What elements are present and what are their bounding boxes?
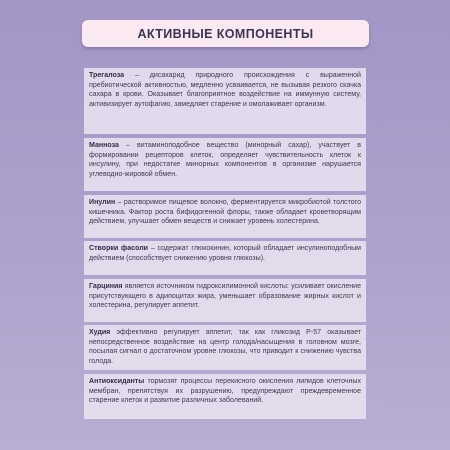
component-card-mannose (84, 138, 366, 191)
page-title: АКТИВНЫЕ КОМПОНЕНТЫ (137, 26, 314, 41)
component-description: – содержат глюкокинин, который обладает инсулиноподобным действием (способствует снижению уровня глюкозы). (89, 245, 361, 262)
component-description: тормозят процессы перекисного окисления липидов клеточных мембран, препятствуя их разрушению, предупреждают преждевременное старение клеток и развитие различных заболеваний. (89, 378, 361, 405)
component-card-trehalose (84, 68, 366, 134)
component-name: Инулин (89, 199, 116, 206)
component-description: эффективно регулирует аппетит, так как гликозид P-57 оказывает непосредственное воздействие на центр голода/насыщения в головном мозге, посылая сигнал о достаточном уровне глюкозы, что приводит к снижению чувства голода. (89, 329, 361, 365)
component-description: является источником гидроксилимонной кислоты: усиливает окисление присутствующего в адипоцитах жира, уменьшает образование жирных кислот и холестерина, регулирует аппетит. (89, 283, 361, 310)
component-name: Худия (89, 329, 111, 336)
component-description: – дисахарид природного происхождения с выраженной пребиотической активностью, медленно усваивается, не вызывая резкого скачка сахара в крови. Оказывает благоприятное воздействие на иммунную систему, активизирует аутофагию, замедляет старение и омолаживает организм. (89, 72, 361, 108)
component-card-bean-pods (84, 241, 366, 275)
component-card-hoodia (84, 325, 366, 370)
component-name: Гарциния (89, 283, 123, 290)
component-name: Трегалоза (89, 72, 125, 79)
component-description: – растворимое пищевое волокно, ферментируется микробиотой толстого кишечника. Фактор роста бифидогенной флоры, также обладает кроветворящим действием, улучшает обмен веществ и снижает уровень холестерина. (89, 199, 361, 226)
component-card-antioxidants (84, 374, 366, 419)
component-card-garcinia (84, 279, 366, 322)
title-banner (82, 20, 369, 47)
component-description: – витаминоподобное вещество (минорный сахар), участвует в формировании рецепторов клеток, определяет чувствительность клеток к инсулину, при недостатке минорных компонентов в организме нарушается углеводно-жировой обмен. (89, 142, 361, 178)
component-name: Створки фасоли (89, 245, 149, 252)
component-name: Антиоксиданты (89, 378, 145, 385)
component-card-inulin (84, 195, 366, 238)
component-name: Манноза (89, 142, 119, 149)
